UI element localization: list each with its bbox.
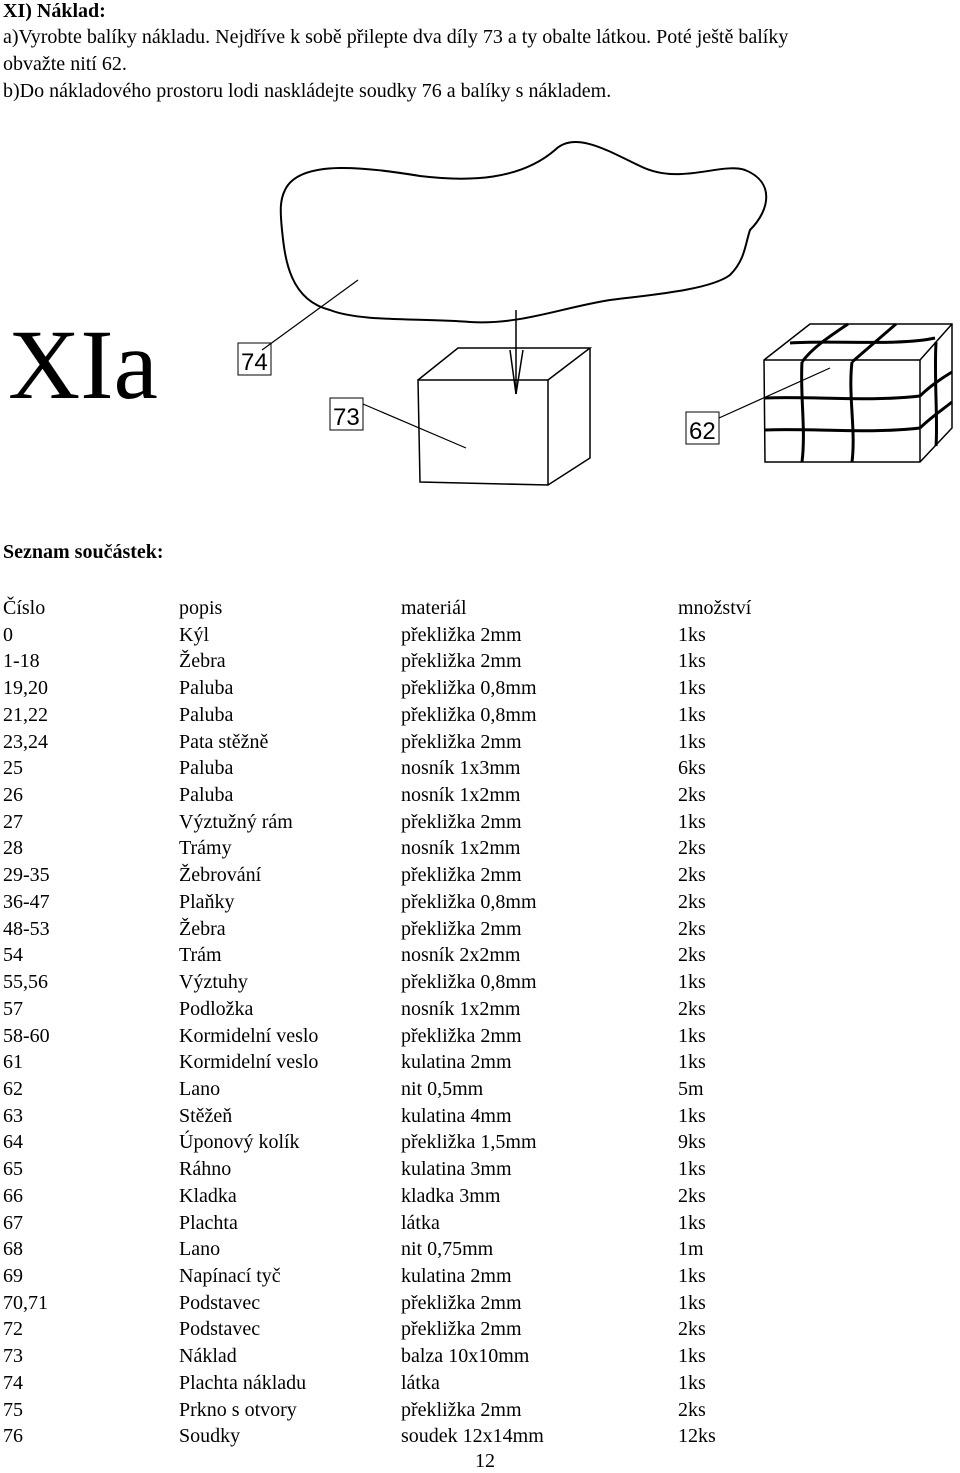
cell-description: Trám — [179, 944, 222, 967]
cell-quantity: 1m — [678, 1238, 704, 1261]
cell-number: 73 — [3, 1345, 23, 1368]
cell-number: 76 — [3, 1425, 23, 1448]
header-quantity: množství — [678, 597, 752, 619]
callout-74: 74 — [241, 349, 268, 376]
cell-material: překližka 1,5mm — [401, 1131, 537, 1154]
table-row — [3, 1076, 903, 1103]
cell-quantity: 1ks — [678, 1158, 706, 1181]
cell-number: 75 — [3, 1398, 23, 1421]
cell-description: Kýl — [179, 623, 209, 646]
cell-material: kulatina 3mm — [401, 1158, 512, 1181]
table-row — [3, 942, 903, 969]
cell-quantity: 2ks — [678, 944, 706, 967]
cell-description: Plachta nákladu — [179, 1371, 307, 1394]
cell-number: 67 — [3, 1211, 23, 1234]
cell-description: Podložka — [179, 997, 254, 1020]
table-row — [3, 996, 903, 1023]
cell-material: překližka 0,8mm — [401, 890, 537, 913]
cell-number: 36-47 — [3, 890, 50, 913]
cell-material: překližka 2mm — [401, 1291, 522, 1314]
table-row — [3, 1129, 903, 1156]
cell-number: 29-35 — [3, 864, 50, 887]
cell-material: nosník 2x2mm — [401, 944, 521, 967]
cell-quantity: 1ks — [678, 1051, 706, 1074]
cell-material: překližka 2mm — [401, 864, 522, 887]
cell-description: Náklad — [179, 1345, 237, 1368]
cell-number: 23,24 — [3, 730, 48, 753]
cell-number: 1-18 — [3, 650, 40, 673]
section-title: XI) Náklad: — [3, 0, 106, 22]
cell-material: nosník 1x2mm — [401, 837, 521, 860]
table-row — [3, 1423, 903, 1450]
table-row — [3, 729, 903, 756]
cell-quantity: 1ks — [678, 971, 706, 994]
cell-quantity: 1ks — [678, 703, 706, 726]
cell-description: Stěžeň — [179, 1104, 233, 1127]
table-row — [3, 1183, 903, 1210]
cell-number: 26 — [3, 784, 23, 807]
cell-number: 72 — [3, 1318, 23, 1341]
cell-number: 61 — [3, 1051, 23, 1074]
cell-description: Soudky — [179, 1425, 241, 1448]
table-row — [3, 916, 903, 943]
cell-quantity: 1ks — [678, 1211, 706, 1234]
header-number: Číslo — [3, 597, 46, 619]
cell-quantity: 2ks — [678, 1398, 706, 1421]
cell-quantity: 1ks — [678, 810, 706, 833]
cell-quantity: 1ks — [678, 650, 706, 673]
table-row — [3, 835, 903, 862]
cell-number: 19,20 — [3, 677, 48, 700]
table-row — [3, 648, 903, 675]
cell-quantity: 2ks — [678, 890, 706, 913]
cell-number: 25 — [3, 757, 23, 780]
cell-description: Napínací tyč — [179, 1264, 281, 1287]
cell-description: Paluba — [179, 677, 234, 700]
table-row — [3, 622, 903, 649]
cell-material: kulatina 4mm — [401, 1104, 512, 1127]
cell-material: překližka 2mm — [401, 1024, 522, 1047]
cell-quantity: 5m — [678, 1077, 704, 1100]
cell-number: 68 — [3, 1238, 23, 1261]
parts-table — [3, 595, 903, 1450]
cell-quantity: 1ks — [678, 1264, 706, 1287]
cell-number: 55,56 — [3, 971, 48, 994]
cell-material: překližka 0,8mm — [401, 703, 537, 726]
cell-description: Plaňky — [179, 890, 235, 913]
cell-number: 62 — [3, 1077, 23, 1100]
cell-number: 54 — [3, 944, 23, 967]
cell-quantity: 12ks — [678, 1425, 716, 1448]
tied-cargo-bale — [764, 324, 952, 462]
cell-material: překližka 2mm — [401, 1318, 522, 1341]
cell-quantity: 1ks — [678, 1291, 706, 1314]
cell-number: 65 — [3, 1158, 23, 1181]
cell-number: 64 — [3, 1131, 23, 1154]
cell-number: 27 — [3, 810, 23, 833]
cell-quantity: 2ks — [678, 917, 706, 940]
table-row — [3, 782, 903, 809]
cell-description: Kladka — [179, 1184, 237, 1207]
cell-material: soudek 12x14mm — [401, 1425, 544, 1448]
cell-description: Plachta — [179, 1211, 238, 1234]
cell-quantity: 1ks — [678, 1024, 706, 1047]
cell-description: Pata stěžně — [179, 730, 269, 753]
table-row — [3, 1316, 903, 1343]
table-row — [3, 1290, 903, 1317]
cell-quantity: 2ks — [678, 1184, 706, 1207]
table-row — [3, 1343, 903, 1370]
instruction-line-2: obvažte nití 62. — [3, 53, 127, 75]
cell-quantity: 1ks — [678, 1104, 706, 1127]
cell-quantity: 1ks — [678, 677, 706, 700]
cell-description: Podstavec — [179, 1318, 261, 1341]
table-row — [3, 1049, 903, 1076]
page-number: 12 — [475, 1450, 495, 1472]
callout-73: 73 — [333, 404, 360, 431]
header-description: popis — [179, 597, 223, 619]
cell-material: látka — [401, 1371, 440, 1394]
cell-quantity: 1ks — [678, 1345, 706, 1368]
cell-description: Paluba — [179, 703, 234, 726]
cell-description: Kormidelní veslo — [179, 1051, 319, 1074]
cell-material: nit 0,75mm — [401, 1238, 494, 1261]
parts-list-title: Seznam součástek: — [3, 541, 164, 563]
cell-material: kulatina 2mm — [401, 1264, 512, 1287]
instruction-line-3: b)Do nákladového prostoru lodi naskládejte soudky 76 a balíky s nákladem. — [3, 80, 612, 102]
cell-description: Úponový kolík — [179, 1131, 300, 1154]
cell-number: 0 — [3, 623, 13, 646]
cloth-outline — [281, 142, 766, 322]
cell-description: Žebrování — [179, 864, 262, 887]
cell-description: Trámy — [179, 837, 232, 860]
cell-material: překližka 2mm — [401, 810, 522, 833]
cell-description: Lano — [179, 1077, 221, 1100]
cell-description: Kormidelní veslo — [179, 1024, 319, 1047]
table-row — [3, 969, 903, 996]
cell-description: Podstavec — [179, 1291, 261, 1314]
cell-number: 69 — [3, 1264, 23, 1287]
cell-number: 28 — [3, 837, 23, 860]
table-row — [3, 1236, 903, 1263]
cell-material: překližka 2mm — [401, 917, 522, 940]
cell-material: kladka 3mm — [401, 1184, 501, 1207]
cell-material: překližka 2mm — [401, 623, 522, 646]
cell-description: Výztuhy — [179, 971, 248, 994]
cell-number: 74 — [3, 1371, 23, 1394]
cell-material: nit 0,5mm — [401, 1077, 484, 1100]
cell-number: 66 — [3, 1184, 23, 1207]
cell-material: překližka 0,8mm — [401, 971, 537, 994]
cell-quantity: 1ks — [678, 623, 706, 646]
cell-material: látka — [401, 1211, 440, 1234]
cell-quantity: 1ks — [678, 730, 706, 753]
table-row — [3, 889, 903, 916]
table-header — [3, 595, 903, 622]
callout-62: 62 — [689, 418, 716, 445]
header-material: materiál — [401, 597, 467, 619]
cell-number: 58-60 — [3, 1024, 50, 1047]
cell-material: překližka 2mm — [401, 650, 522, 673]
cell-material: nosník 1x3mm — [401, 757, 521, 780]
cell-description: Prkno s otvory — [179, 1398, 297, 1421]
cell-quantity: 9ks — [678, 1131, 706, 1154]
cell-material: překližka 0,8mm — [401, 677, 537, 700]
cell-material: nosník 1x2mm — [401, 784, 521, 807]
cell-description: Ráhno — [179, 1158, 232, 1181]
table-row — [3, 702, 903, 729]
table-row — [3, 1370, 903, 1397]
cell-material: balza 10x10mm — [401, 1345, 530, 1368]
instruction-line-1: a)Vyrobte balíky nákladu. Nejdříve k sobě přilepte dva díly 73 a ty obalte látkou. Poté ještě balíky — [3, 26, 789, 48]
table-row — [3, 1397, 903, 1424]
cell-quantity: 2ks — [678, 784, 706, 807]
cell-description: Žebra — [179, 650, 226, 673]
figure-label: XIa — [8, 309, 158, 420]
cell-material: překližka 2mm — [401, 730, 522, 753]
table-row — [3, 809, 903, 836]
cell-material: nosník 1x2mm — [401, 997, 521, 1020]
cargo-box — [418, 348, 590, 485]
cell-description: Žebra — [179, 917, 226, 940]
table-row — [3, 1023, 903, 1050]
cell-quantity: 2ks — [678, 997, 706, 1020]
cell-quantity: 2ks — [678, 864, 706, 887]
cell-quantity: 1ks — [678, 1371, 706, 1394]
cargo-drawing — [0, 110, 960, 490]
table-row — [3, 675, 903, 702]
table-row — [3, 1263, 903, 1290]
cell-number: 63 — [3, 1104, 23, 1127]
cell-number: 21,22 — [3, 703, 48, 726]
cell-material: překližka 2mm — [401, 1398, 522, 1421]
cell-description: Lano — [179, 1238, 221, 1261]
cell-quantity: 2ks — [678, 837, 706, 860]
cell-number: 57 — [3, 997, 23, 1020]
cell-description: Paluba — [179, 784, 234, 807]
cell-number: 70,71 — [3, 1291, 48, 1314]
cell-material: kulatina 2mm — [401, 1051, 512, 1074]
table-row — [3, 755, 903, 782]
table-row — [3, 862, 903, 889]
cell-quantity: 2ks — [678, 1318, 706, 1341]
table-row — [3, 1156, 903, 1183]
table-row — [3, 1210, 903, 1237]
table-row — [3, 1103, 903, 1130]
cell-number: 48-53 — [3, 917, 50, 940]
cell-quantity: 6ks — [678, 757, 706, 780]
cell-description: Výztužný rám — [179, 810, 293, 833]
cell-description: Paluba — [179, 757, 234, 780]
